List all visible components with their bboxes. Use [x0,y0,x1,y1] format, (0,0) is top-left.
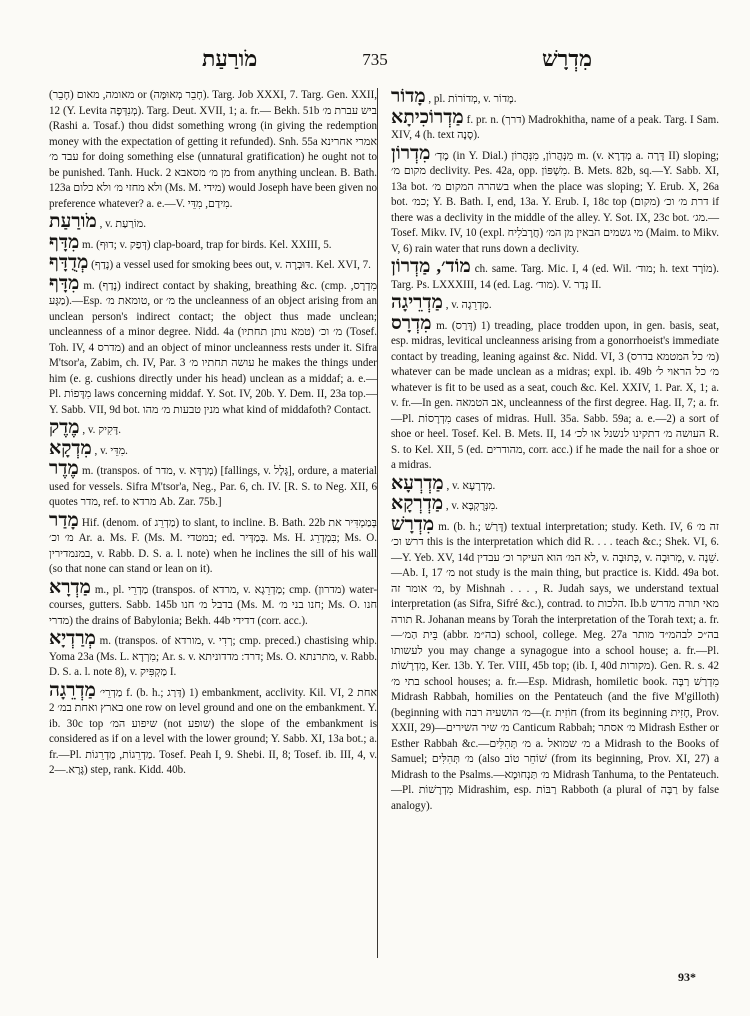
dictionary-entry [391,258,719,293]
left-column [49,88,377,780]
page-header [40,44,710,74]
entry-definition: m. (דָּרַס) 1) treading, place trodden upon, in gen. basis, seat, esp. midras, levitical uncleanness arising from a gonorrhoeist's immediate contact by treading, leaning against &c. Nidd. VI, 3 (מ׳ כל המטמא בדרס) whatever can be made unclean as a midras; expl. ib. 49b מ׳ כל הראוי ל׳ whatever is fit to be used as a seat, couch &c. Kel. XXIV, 1. Par. X, 1; a. v. fr.—In gen. אב הטמאה, uncleanness of the first degree. Hag. II, 7; a. fr.—Pl. מִדְרָסוֹת cases of midras. Hull. 35a. Sabb. 59a; a. e.—2) a sort of shoe or heel. Tosef. Kel. B. Mets. II, 14 העושה מ׳ דתקינו לנשנל או לכ׳ R. S. to Kel. XII, 5 (ed. מהודרים, corr. acc.) if he made the nail for a shoe or a midras. [391,319,720,471]
entry-definition: , v. מְדְרָעָא. [446,479,496,492]
entry-definition: m. (transpos. of מדר, v. מְרַדָּא) [fallings, v. גָּלָל], ordure, a material used for vessels. Sifra M'tsor'a, Neg., Par. 6, ch. IV. [R. S. to Neg. XII, 6 quotes מדר, ref. to מרדא Ab. Zar. 75b.] [49,465,377,508]
dictionary-entry [49,509,378,578]
entry-headword: מֹורַעַת [49,211,97,232]
entry-headword: מִדָּף [49,272,80,294]
dictionary-entry [391,294,719,314]
dictionary-entry [391,312,720,474]
entry-definition: , v. מִנְּרֻקְבָּא. [445,500,498,512]
entry-headword: מִדְרָשׁ [391,513,435,535]
entry-definition: , v. דָּקִיק. [82,424,122,436]
entry-definition: (חָבֵר) מאומה, מאום or (חָבֵר מְאוּמָּה). Targ. Job XXXI, 7. Targ. Gen. XXII, 12 (Y. Levita מְנִדְּפָה). Targ. Deut. XVII, 1; a. fr.— Bekh. 51b ביש עברת מ׳ (Rashi a. Tosaf.) thou didst something wrong (in giving the redemption money with the expectation of getting it refunded). Snh. 55a אמרי אחרינא עבד מ׳ for doing something else (unnatural gratification) he ought not to be punished. Tanh. Huck. 2 מן מ׳ מסאבא from anything unclean. B. Bath. 123a ולא מחזי מ׳ ולא כלום (Ms. M. מידי) would Joseph have been given no preference whatever? a. e.—V. מִידַם, מִדֵּי. [49,89,378,210]
entry-headword: מַדְרְקָא [391,493,444,514]
dictionary-entry [49,679,378,779]
entry-definition: , v. מוֹרַעַת. [99,218,146,230]
entry-definition: Hif. (denom. of מַדְרֵג) to slant, to incline. B. Bath. 22b בְּמַמְדִּיר את מ׳ וכ׳ Ar. a. Ms. F. (Ms. M. במטדי; ed. בְּמַדְּיר. Ms. H. בִּמְדָרֵג; Ms. O. במנמדירין, v. Rabb. D. S. a. l. note) when he inclines the sill of his wall (so that none can stand or lean on it). [49,516,378,575]
entry-definition: , v. מַדְרֵגָה. [445,299,492,311]
entry-definition: מֶדְ׳ (in Y. Dial.) מִנְּהֲרוֹן, מִנְּהֲרוֹן m. (v. מְדְרָא a. דָּרָה II) sloping; מקום מ׳ declivity. Pes. 42a, opp. מִשְׁפּוֹן. B. Mets. 82b, sq.—Y. Sabb. XI, 13a bot. בשהרה המקום מ׳ when the place was sloping; Y. Erub. X, 26a bot. כמ׳; Y. B. Bath. I, end, 13a. Y. Erub. I, 18c top דרת מ׳ וכ׳ (מקום) if there was a declivity in the middle of the alley. Y. Sot. IX, 23c bot. מג׳.—Tosef. Mikv. IV, 10 (expl. חֲרָבֹלִיח) מי גשמים הבאין מן המ׳ (Maim. to Mikv. V, 6) rain water that runs down a declivity. [391,149,720,255]
dictionary-entry [391,106,720,144]
entry-definition: (נָדַף) a vessel used for smoking bees out, v. דּוּבְרָה. Kel. XVI, 7. [91,259,371,271]
dictionary-entry [391,88,719,108]
dictionary-entry [391,513,720,815]
entry-definition: מַדְרֵי׳ f. (b. h.; דַּרַג) 1) embankment, acclivity. Kil. VI, 2 אחת בארץ ואחת במ׳ 2 one row on level ground and one on the embankment. Y. ib. 30c top שיפוע המ׳ (not שופע) the slope of the embankment is considered as if on a level with the lower ground; Y. Sabb. XI, 13a bot.; a. fr.—Pl. מַדְרֵגוֹת, מַדְרֵגוֹת. Tosef. Peah I, 9. Shebi. II, 8; Tosef. ib. III, 4, v. גָּרָא.—2) step, rank. Kidd. 40b. [49,686,378,776]
entry-headword: מְדֻדָּף [49,252,89,273]
entry-definition: f. pr. n. (דרך) Madrokhitha, name of a peak. Targ. I Sam. XIV, 4 (h. text סֶנֶה). [391,113,720,141]
dictionary-entry [49,272,378,419]
entry-headword: מִדָּף [49,231,80,253]
entry-headword: מָדוֹר [391,86,426,107]
dictionary-entry [49,213,377,233]
entry-headword: מַדְרֵגָה [49,679,96,701]
entry-definition: m. (נָדַף) indirect contact by shaking, breathing &c. (cmp. מִדְרָס, מַגָּע).—Esp. טומאת מ׳, or מ׳ the uncleanness of an object arising from an unclean person's indirect contact; the object thus made unclean; uncleanness of a minor degree. Nidd. 4a (מ׳ וכ׳ (טמא נותן תחתיו (Tosef. Toh. IV, 4 מדרס) and an object of minor uncleanness rests under it. Sifra M'tsor'a, Zabim, ch. IV, Par. 3 עושה תחתיו מ׳ he makes the things under him (e. g. cushions directly under his head) unclean as a middaf; a. e.—Pl. מִדָּפוֹת laws concerning middaf. Y. Sot. IV, 20b. Y. Dem. II, 23a top.—Y. Sabb. VII, 9d bot. מנין טבעות מ׳ מהו what kind of middafoth? Contact. [49,279,378,416]
entry-headword: מִדְקָא [49,437,92,459]
entry-definition: m. (transpos. of מורדא, v. רְדִי; cmp. preced.) chastising whip. Yoma 23a (Ms. L. מִרְדָא; Ar. s. v. דרד: מדדוניתא; Ms. O. מתרנתא, v. Rabb. D. S. a. l. note 8), v. מַקְפִּיק I. [49,635,378,678]
dictionary-entry [49,419,377,439]
entry-headword: מִדְרוֹן [391,142,431,164]
entry-headword: מֶדֶק [49,417,80,438]
dictionary-entry [391,472,719,495]
entry-headword: מַדְרֵיגָה [391,292,443,313]
left-running-head: מֹורַעַת [202,46,258,71]
entry-definition: m., pl. מַדְרֵי (transpos. of מרדא, v. מַדְרֵגָא; cmp. (מדרון) water-courses, gutters. Sabb. 145b בדבל מ׳ חנו (Ms. M. חנו בני מ׳; Ms. O. חנו מדרי) the drains of Babylonia; Bekh. 44b דדידי (corr. acc.). [49,583,377,627]
entry-headword: מַדְרוֹכִיתָא [391,106,464,128]
right-column [391,88,719,815]
entry-definition: , pl. מְדוֹרוֹת, v. מָדוֹר. [428,93,517,105]
entry-definition: , v. מִדֵּי. [94,444,128,457]
signature-mark: 93* [678,970,696,984]
dictionary-entry [391,142,720,258]
dictionary-entry [49,88,377,212]
dictionary-entry [49,254,377,274]
dictionary-entry [49,231,377,254]
page-number: 735 [362,50,388,69]
entry-definition: ch. same. Targ. Mic. I, 4 (ed. Wil. מוד׳; h. text מוֹרָד). Targ. Ps. LXXXIII, 14 (ed. Lag. מוד׳). V. נְדַר II. [391,263,720,291]
dictionary-entry [49,437,377,460]
entry-headword: מֶדֶר [49,458,79,479]
dictionary-entry [49,630,377,681]
entry-headword: מַדְרָא [49,576,91,598]
entry-headword: מִדְרָס [391,312,432,334]
entry-definition: m. (דוּף; v. דְּפַק) clap-board, trap for birds. Kel. XXIII, 5. [82,238,332,251]
entry-definition: m. (b. h.; דָּרַשׁ) textual interpretation; study. Keth. IV, 6 זה מ׳ דרש וכ׳ this is the interpretation which did R. . . . teach &c.; Shek. VI, 6.—Y. Yeb. XV, 14d לא המ׳ הוא העיקר וכ׳ עבדין, v. כְּתוּבָה, v. מְרוּבָה, v. שֵׁנָה.—Ab. I, 17 מ׳ not study is the main thing, but practice is. Kidd. 49a bot. מ׳ אומר זה, by Mishnah . . . , R. Judah says, we understand textual interpretation (as Sifra, Sifré &c.), contrad. to הלכות. Ib.b מאי תורה מדרש תורה R. Johanan means by Torah the interpretation of the Torah text; a. fr.—בֵּית הַמ׳ (abbr. בה״מ) school, college. Meg. 27a בה״כ לבהמ״ד מותר לעשותו you may change a synagogue into a school house; a. fr.—Pl. מִדְרָשׁוֹת, Ker. 13b. Y. Ter. VIII, 45b top; (ib. I, 40d מקורות). Gen. R. s. 42 בתי מ׳ school houses; a. fr.—Esp. Midrash, homiletic book. מִדְרַשׁ רַבָּה Midrash Rabbah, homilies on the Pentateuch (and the five M'gilloth) (beginning with מ׳ הושעיה רבה—(r. חוֹזִית (from its beginning חָזִית, Prov. XXII, 29)—מ׳ שיר השירים Canticum Rabbah; מ׳ אסתר Midrash Esther or Esther Rabbah &c.—מ׳ תְּהִלִּים a. מ׳ שמואל a Midrash to the Books of Samuel; מ׳ תְּהִלִּים (also שׁוֹחֵר טוֹב (from its beginning, Prov. XI, 27) a Midrash to the Psalms.—מ׳ תַּנְחוּמָא Midrash Tanhuma, to the Pentateuch.—Pl. מִדְרָשׁוֹת Midrashim, esp. רַבּוֹת Rabboth (a plural of רַבָּה by false analogy). [391,520,720,812]
entry-headword: מוֹד׳, מַדְרוֹן [391,256,471,277]
dictionary-entry [49,576,377,630]
entry-headword: מְרַדְיָא [49,628,96,649]
right-running-head: מִדְרָשׁ [541,46,592,71]
entry-headword: מַדְרְעָא [391,472,444,494]
dictionary-entry [49,460,377,511]
dictionary-entry [391,495,719,515]
entry-headword: מָדַר [49,509,79,531]
column-divider [377,88,378,958]
